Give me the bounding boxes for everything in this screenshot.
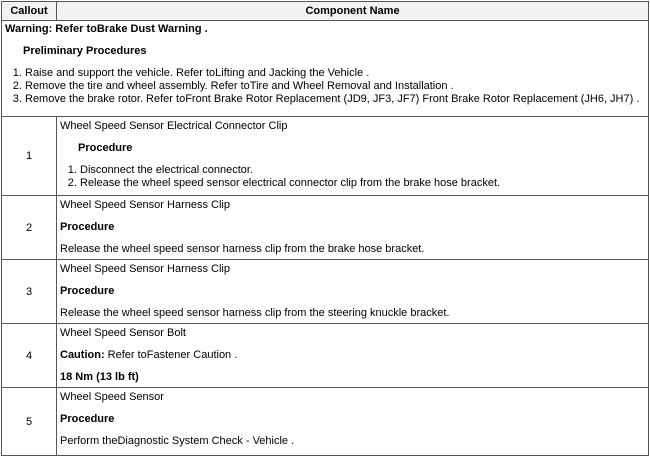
callout-number: 1 — [2, 117, 57, 196]
component-name: Wheel Speed Sensor — [60, 391, 164, 403]
component-name: Wheel Speed Sensor Harness Clip — [60, 199, 230, 211]
warning-text: Warning: Refer toBrake Dust Warning . — [5, 23, 208, 35]
component-name: Wheel Speed Sensor Electrical Connector Clip — [60, 120, 288, 132]
procedure-title: Procedure — [60, 221, 115, 233]
procedure-text: Release the wheel speed sensor harness clip from the steering knuckle bracket. — [60, 307, 450, 319]
procedure-title: Procedure — [60, 285, 115, 297]
procedure-text: Release the wheel speed sensor harness clip from the brake hose bracket. — [60, 243, 425, 255]
caution-label: Caution: — [60, 349, 105, 361]
procedure-title: Procedure — [60, 413, 115, 425]
component-name: Wheel Speed Sensor Bolt — [60, 327, 186, 339]
table-row — [2, 388, 649, 456]
callout-number: 3 — [2, 260, 57, 324]
caution — [60, 349, 645, 362]
step: 2. Release the wheel speed sensor electrical connector clip from the brake hose bracket. — [80, 177, 645, 190]
table-row — [2, 117, 649, 196]
callout-header: Callout — [2, 2, 57, 21]
preliminary-title: Preliminary Procedures — [23, 45, 147, 57]
torque-spec: 18 Nm (13 lb ft) — [60, 371, 139, 383]
procedure-text: Perform theDiagnostic System Check - Vehicle . — [60, 435, 295, 447]
callout-number: 2 — [2, 196, 57, 260]
table-row — [2, 260, 649, 324]
callout-number: 5 — [2, 388, 57, 456]
component-name: Wheel Speed Sensor Harness Clip — [60, 263, 230, 275]
warning-row — [2, 21, 649, 117]
table-row — [2, 196, 649, 260]
procedure-title: Procedure — [78, 142, 133, 154]
step: 1. Disconnect the electrical connector. — [80, 164, 645, 177]
component-table — [1, 1, 649, 456]
header-row — [2, 2, 649, 21]
component-header: Component Name — [57, 2, 649, 21]
preliminary-steps — [5, 67, 645, 106]
caution-text: Refer toFastener Caution . — [104, 349, 238, 361]
step: 3. Remove the brake rotor. Refer toFront Brake Rotor Replacement (JD9, JF3, JF7) Front Brake Rotor Replacement (JH6, JH7) . — [25, 93, 645, 106]
callout-number: 4 — [2, 324, 57, 388]
step: 2. Remove the tire and wheel assembly. Refer toTire and Wheel Removal and Installation . — [25, 80, 645, 93]
table-row — [2, 324, 649, 388]
step: 1. Raise and support the vehicle. Refer toLifting and Jacking the Vehicle . — [25, 67, 645, 80]
procedure-steps — [60, 164, 645, 190]
